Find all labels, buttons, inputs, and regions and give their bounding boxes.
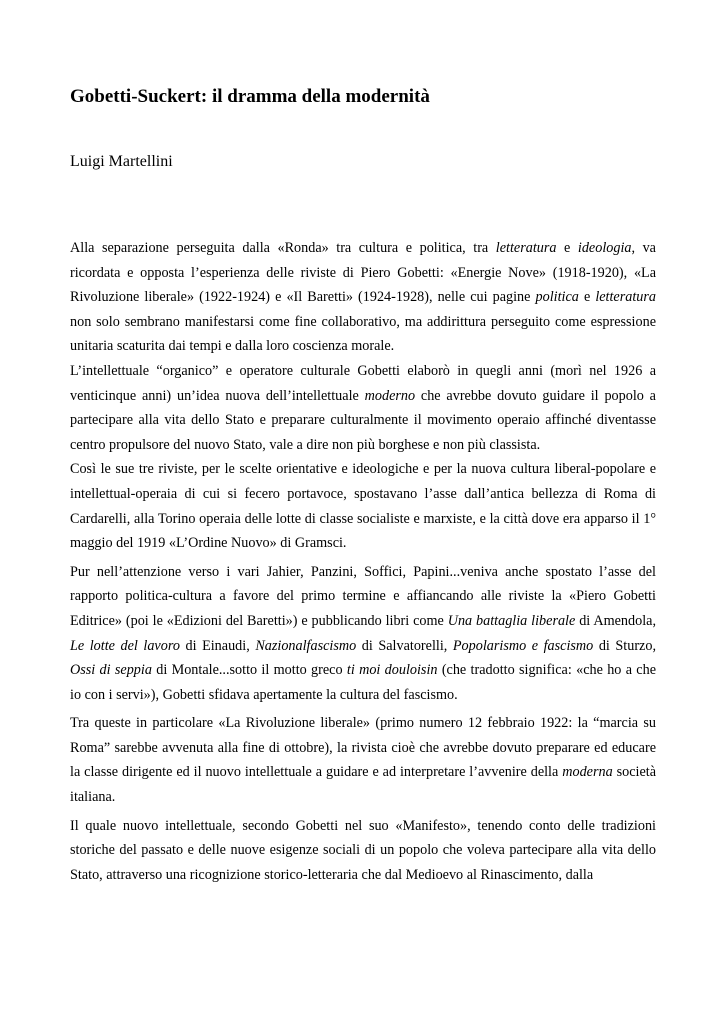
text-run: società italiana. (70, 764, 657, 806)
document-body (70, 236, 656, 887)
text-run: , va ricordata e opposta l’esperienza delle riviste di Piero Gobetti: «Energie Nove» (1918-1920), «La Rivoluzione liberale» (1922-1924) e «Il Baretti» (1924-1928), nelle cui pagine (70, 240, 656, 306)
text-run: Alla separazione perseguita dalla «Ronda» tra cultura e politica, tra (70, 240, 496, 256)
italic-run: , Popolarismo e fascismo (443, 637, 594, 654)
text-run: che avrebbe dovuto guidare il popolo a partecipare alla vita dello Stato e preparare culturalmente il movimento operaio affinché diventasse centro propulsore del nuovo Stato, vale a dire non più borghese e non più classista. (70, 387, 656, 453)
italic-run: moderna (562, 764, 613, 781)
italic-run: moderno (364, 387, 416, 404)
text-run: di Sturzo (593, 637, 653, 654)
italic-run: letteratura (595, 289, 656, 306)
text-run: (che tradotto significa: «che ho a che io con i servi»), Gobetti sfidava apertamente la cultura del fascismo. (70, 662, 656, 703)
italic-run: letteratura (495, 240, 557, 256)
text-run: di Montale...sotto il motto greco (151, 662, 347, 679)
text-run: non solo sembrano manifestarsi come fine collaborativo, ma addirittura perseguito come espressione unitaria scaturita dai tempi e dalla loro coscienza morale. (70, 313, 656, 355)
text-run: e (556, 240, 578, 256)
italic-run: Le lotte del lavoro (70, 637, 180, 654)
text-run: Così le sue tre riviste, per le scelte orientative e ideologiche e per la nuova cultura liberal-popolare e intellettual-operaia di cui si fecero portavoce, spostavano l’asse dall’antica bellezza di Roma di Cardarelli, alla Torino operaia delle lotte di classe socialiste e marxiste, e la città dove era apparso il 1° maggio del 1919 «L’Ordine Nuovo» di Gramsci. (70, 461, 656, 552)
paragraph-2 (70, 359, 656, 457)
italic-run: Nazionalfascismo (255, 637, 357, 654)
paragraph-6 (70, 814, 656, 888)
italic-run: ti moi douloisin (346, 662, 438, 679)
text-run: di Einaudi, (179, 637, 256, 654)
text-run: Il quale nuovo intellettuale, secondo Gobetti nel suo «Manifesto», tenendo conto delle tradizioni storiche del passato e delle nuove esigenze sociali di un popolo che voleva partecipare alla vita dello Stato, attraverso una ricognizione storico-letteraria che dal Medioevo al Rinascimento, dalla (70, 817, 656, 883)
paragraph-1 (70, 236, 656, 359)
paragraph-4 (70, 560, 656, 708)
text-run: di Amendola, (575, 612, 656, 629)
paragraph-5 (70, 711, 656, 809)
text-run: di Salvatorelli (356, 637, 444, 654)
text-run: L’intellettuale “organico” e operatore culturale Gobetti elaborò in quegli anni (morì nel 1926 a venticinque anni) un’idea nuova dell’intellettuale (70, 362, 656, 404)
text-run: Pur nell’attenzione verso i vari Jahier, Panzini, Soffici, Papini...veniva anche spostato l’asse del rapporto politica-cultura a favore del primo termine e affiancando alle riviste la «Piero Gobetti Editrice» (poi le «Edizioni del Baretti») e pubblicando libri come (70, 563, 656, 629)
document-title: Gobetti-Suckert: il dramma della modernità (70, 86, 430, 107)
paragraph-3 (70, 457, 656, 555)
italic-run: , Ossi di seppia (70, 637, 656, 679)
text-run: Tra queste in particolare «La Rivoluzione liberale» (primo numero 12 febbraio 1922: la “marcia su Roma” sarebbe avvenuta alla fine di ottobre), la rivista cioè che avrebbe dovuto preparare ed educare la classe dirigente ed il nuovo intellettuale a guidare e ad interpretare l’avvenire della (70, 715, 656, 781)
author-name: Luigi Martellini (70, 153, 173, 170)
italic-run: Una battaglia liberale (447, 612, 576, 629)
text-run: e (578, 289, 596, 306)
italic-run: politica (535, 289, 579, 306)
italic-run: ideologia (577, 240, 632, 256)
